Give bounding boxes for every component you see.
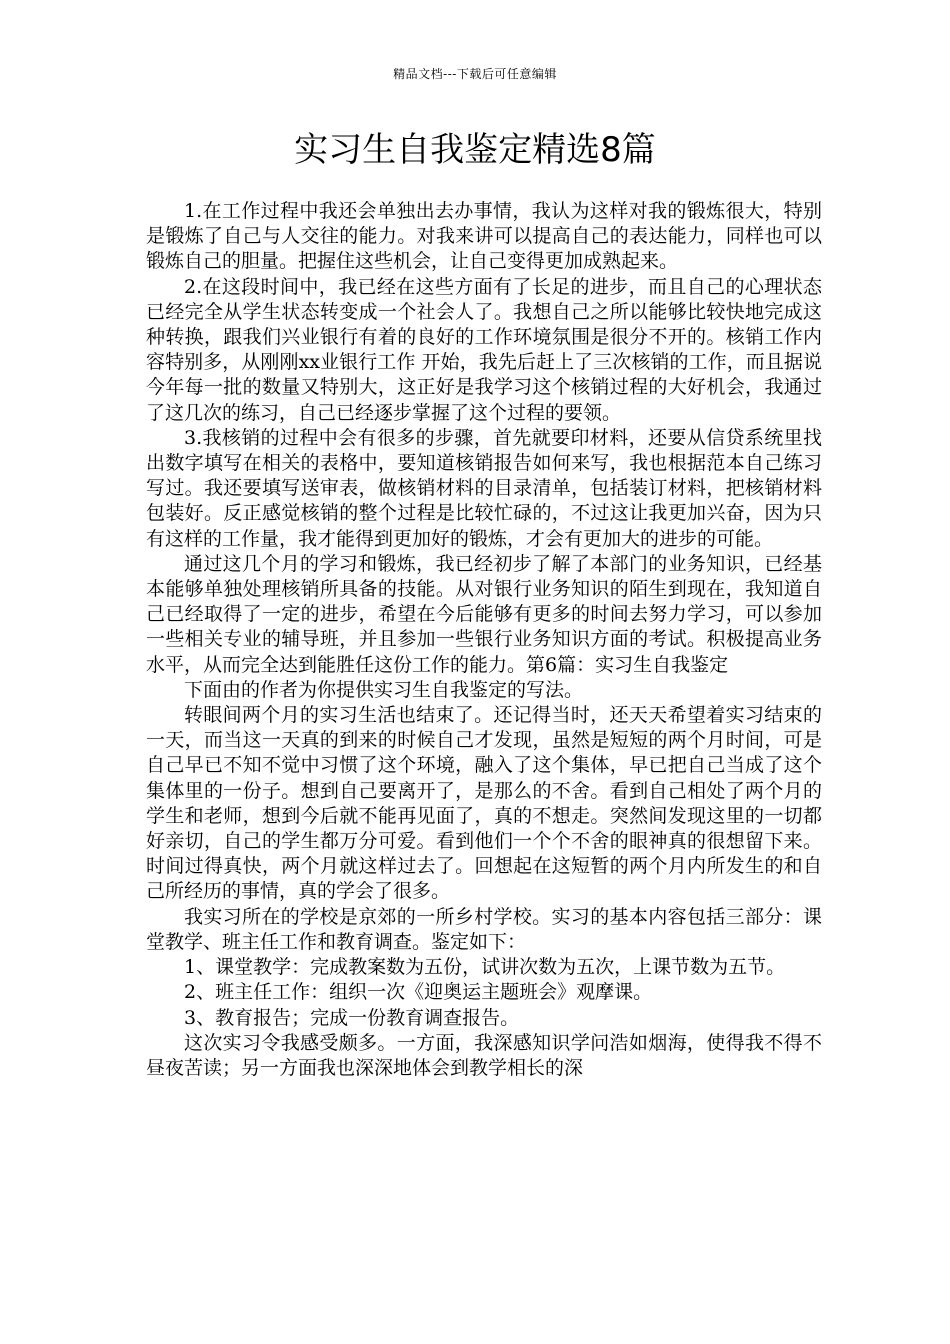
paragraph: 我实习所在的学校是京郊的一所乡村学校。实习的基本内容包括三部分：课堂教学、班主任工作和教育调查。鉴定如下：: [146, 905, 822, 953]
paragraph: 1、课堂教学：完成教案数为五份，试讲次数为五次，上课节数为五节。: [184, 956, 786, 979]
paragraph: 下面由的作者为你提供实习生自我鉴定的写法。: [184, 678, 584, 701]
paragraph: 2.在这段时间中，我已经在这些方面有了长足的进步，而且自己的心理状态已经完全从学生状态转变成一个社会人了。我想自己之所以能够比较快地完成这种转换，跟我们兴业银行有着的良好的工作环境氛围是很分不开的。核销工作内容特别多，从刚刚xx业银行工作 开始，我先后赶上了三次核销的工作，而且据说今年每一批的数量又特别大，这正好是我学习这个核销过程的大好机会，我通过了这几次的练习，自己已经逐步掌握了这个过程的要领。: [146, 275, 822, 424]
document-title: 实习生自我鉴定精选8篇: [294, 130, 656, 170]
header-note: 精品文档---下载后可任意编辑: [393, 67, 557, 81]
paragraph: 1.在工作过程中我还会单独出去办事情，我认为这样对我的锻炼很大，特别是锻炼了自己与人交往的能力。对我来讲可以提高自己的表达能力，同样也可以锻炼自己的胆量。把握住这些机会，让自己变得更加成熟起来。: [146, 200, 822, 273]
document-body: [146, 199, 822, 1081]
paragraph: 3.我核销的过程中会有很多的步骤，首先就要印材料，还要从信贷系统里找出数字填写在相关的表格中，要知道核销报告如何来写，我也根据范本自己练习写过。我还要填写送审表，做核销材料的目录清单，包括装订材料，把核销材料包装好。反正感觉核销的整个过程是比较忙碌的，不过这让我更加兴奋，因为只有这样的工作量，我才能得到更加好的锻炼，才会有更加大的进步的可能。: [146, 426, 822, 550]
paragraph: 2、班主任工作：组织一次《迎奥运主题班会》观摩课。: [184, 981, 653, 1004]
paragraph: 转眼间两个月的实习生活也结束了。还记得当时，还天天希望着实习结束的一天，而当这一天真的到来的时候自己才发现，虽然是短短的两个月时间，可是自己早已不知不觉中习惯了这个环境，融入了这个集体，早已把自己当成了这个集体里的一份子。想到自己要离开了，是那么的不舍。看到自己相处了两个月的学生和老师，想到今后就不能再见面了，真的不想走。突然间发现这里的一切都好亲切，自己的学生都万分可爱。看到他们一个个不舍的眼神真的很想留下来。时间过得真快，两个月就这样过去了。回想起在这短暂的两个月内所发生的和自己所经历的事情，真的学会了很多。: [146, 704, 822, 903]
paragraph: 这次实习令我感受颇多。一方面，我深感知识学问浩如烟海，使得我不得不昼夜苦读；另一方面我也深深地体会到教学相长的深: [146, 1031, 822, 1079]
paragraph: 3、教育报告；完成一份教育调查报告。: [184, 1006, 520, 1029]
paragraph: 通过这几个月的学习和锻炼，我已经初步了解了本部门的业务知识，已经基本能够单独处理核销所具备的技能。从对银行业务知识的陌生到现在，我知道自己已经取得了一定的进步，希望在今后能够有更多的时间去努力学习，可以参加一些相关专业的辅导班，并且参加一些银行业务知识方面的考试。积极提高业务水平，从而完全达到能胜任这份工作的能力。第6篇：实习生自我鉴定: [146, 552, 822, 676]
